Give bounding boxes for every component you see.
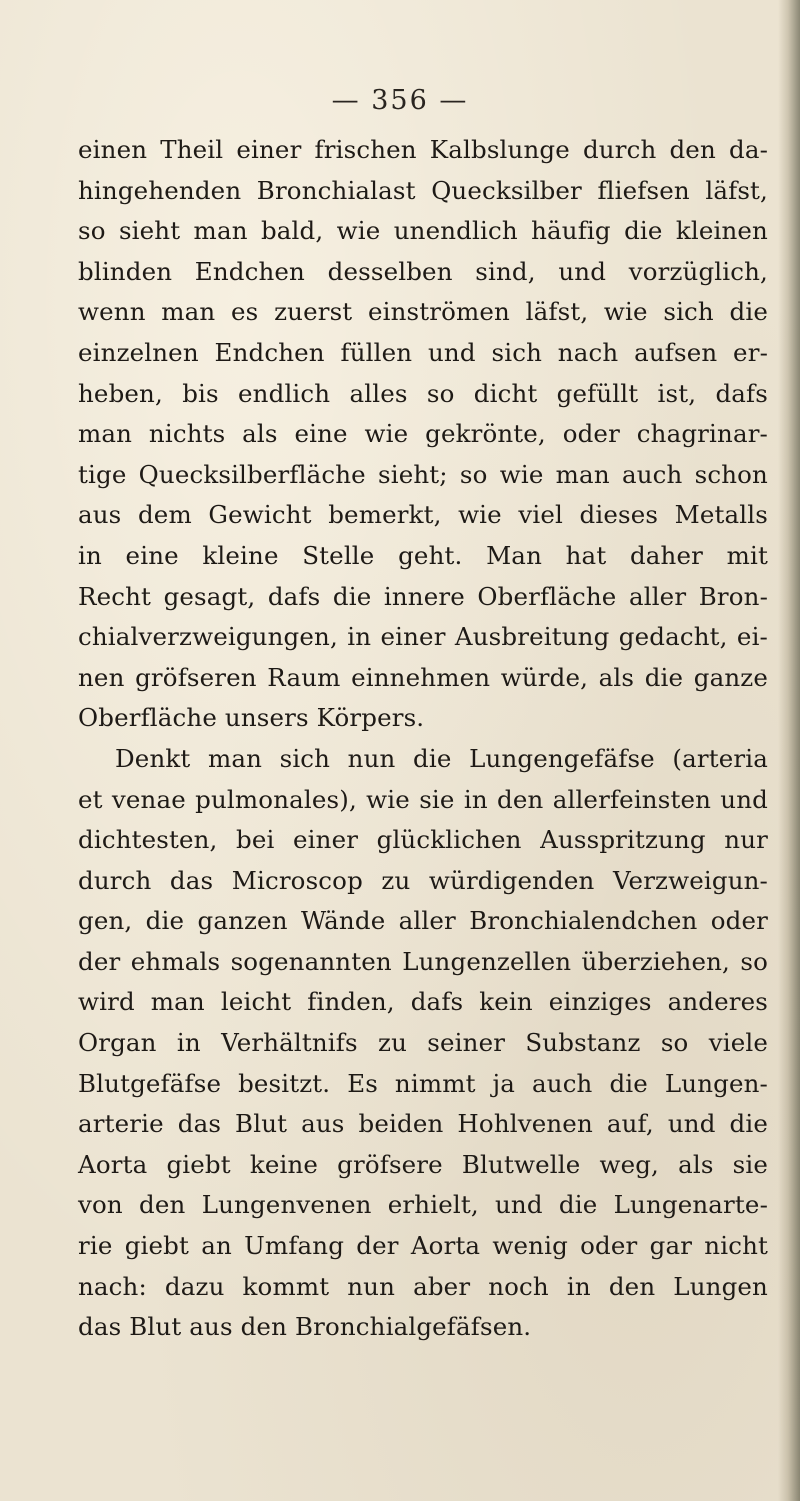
text-line: tige Quecksilberfläche sieht; so wie man auch schon xyxy=(78,459,768,489)
text-line: gen, die ganzen Wände aller Bronchialendchen oder xyxy=(78,906,768,936)
text-line: Blutgefäfse besitzt. Es nimmt ja auch die Lungen- xyxy=(78,1068,768,1098)
text-line: aus dem Gewicht bemerkt, wie viel dieses Metalls xyxy=(78,500,768,530)
text-line: wird man leicht finden, dafs kein einziges anderes xyxy=(78,987,768,1017)
text-line: nach: dazu kommt nun aber noch in den Lungen xyxy=(78,1271,768,1301)
paragraph-end-line: Oberfläche unsers Körpers. xyxy=(78,703,425,733)
text-line: dichtesten, bei einer glücklichen Ausspritzung nur xyxy=(78,825,768,855)
text-line: einzelnen Endchen füllen und sich nach aufsen er- xyxy=(78,337,768,367)
text-line: einen Theil einer frischen Kalbslunge durch den da- xyxy=(78,135,768,164)
body-text xyxy=(78,130,768,1348)
text-line: blinden Endchen desselben sind, und vorzüglich, xyxy=(78,256,768,286)
text-line: chialverzweigungen, in einer Ausbreitung gedacht, ei- xyxy=(78,622,768,652)
text-line: rie giebt an Umfang der Aorta wenig oder gar nicht xyxy=(78,1231,768,1261)
text-line: der ehmals sogenannten Lungenzellen überziehen, so xyxy=(78,946,768,976)
text-line: in eine kleine Stelle geht. Man hat daher mit xyxy=(78,540,768,570)
text-line: arterie das Blut aus beiden Hohlvenen auf, und die xyxy=(78,1109,768,1139)
text-line: Organ in Verhältnifs zu seiner Substanz so viele xyxy=(78,1028,768,1058)
paragraph-start-line: Denkt man sich nun die Lungengefäfse (arteria xyxy=(115,743,768,773)
text-line: wenn man es zuerst einströmen läfst, wie sich die xyxy=(78,297,768,327)
text-line: Aorta giebt keine gröfsere Blutwelle weg, als sie xyxy=(78,1149,768,1179)
text-line: man nichts als eine wie gekrönte, oder chagrinar- xyxy=(78,419,768,449)
text-line: heben, bis endlich alles so dicht gefüllt ist, dafs xyxy=(78,378,768,408)
page-edge-shadow xyxy=(778,0,800,1501)
text-line: hingehenden Bronchialast Quecksilber fliefsen läfst, xyxy=(78,175,768,205)
paragraph-end-line: das Blut aus den Bronchialgefäfsen. xyxy=(78,1312,532,1342)
text-line: durch das Microscop zu würdigenden Verzweigun- xyxy=(78,865,768,895)
text-line: Recht gesagt, dafs die innere Oberfläche aller Bron- xyxy=(78,581,768,611)
text-line: nen gröfseren Raum einnehmen würde, als die ganze xyxy=(78,662,768,692)
text-line: et venae pulmonales), wie sie in den allerfeinsten und xyxy=(78,784,768,814)
text-line: von den Lungenvenen erhielt, und die Lungenarte- xyxy=(78,1190,768,1220)
text-line: so sieht man bald, wie unendlich häufig die kleinen xyxy=(78,216,768,246)
page-number: — 356 — xyxy=(331,85,469,116)
